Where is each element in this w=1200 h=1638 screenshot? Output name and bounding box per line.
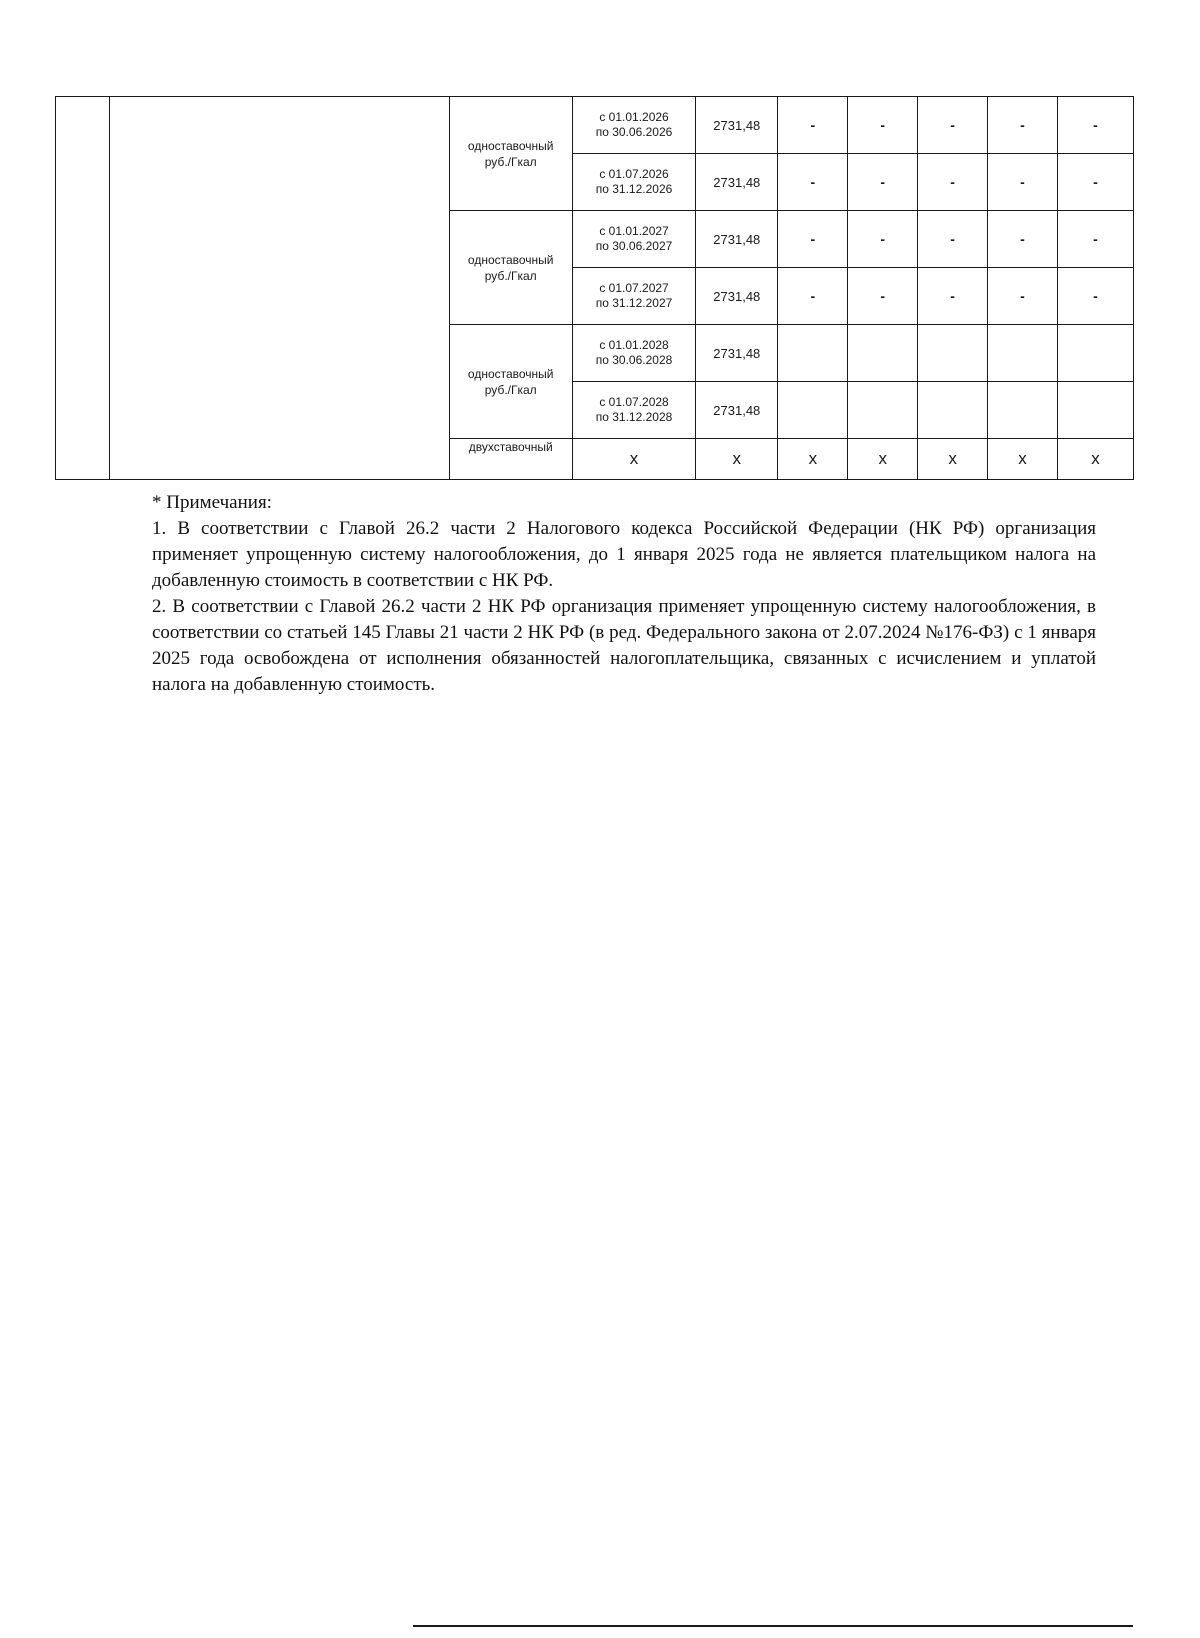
value-cell: - — [988, 97, 1058, 154]
period-from: с 01.07.2028 — [599, 395, 669, 409]
rate-type-label: одноставочный — [467, 138, 554, 153]
rate-type-cell — [449, 325, 572, 439]
value-cell — [1057, 382, 1133, 439]
tariff-table — [55, 96, 1134, 480]
rate-unit-label: руб./Гкал — [484, 382, 537, 397]
value-cell: - — [1057, 211, 1133, 268]
period-cell — [572, 154, 695, 211]
value-cell — [988, 382, 1058, 439]
value-cell: x — [696, 439, 778, 480]
note-item: 2. В соответствии с Главой 26.2 части 2 НК РФ организация применяет упрощенную систему налогообложения, в соответствии со статьей 145 Главы 21 части 2 НК РФ (в ред. Федерального закона от 2.07.2024 №176-ФЗ) с 1 января 2025 года освобождена от исполнения обязанностей налогоплательщика, связанных с исчислением и уплатой налога на добавленную стоимость. — [152, 596, 1096, 695]
value-cell — [918, 382, 988, 439]
period-to: по 30.06.2028 — [595, 353, 673, 367]
value-cell: x — [988, 439, 1058, 480]
value-cell: x — [778, 439, 848, 480]
value-cell — [848, 382, 918, 439]
period-from: с 01.01.2026 — [599, 110, 669, 124]
rate-type-cell — [449, 97, 572, 211]
period-to: по 30.06.2026 — [595, 125, 673, 139]
value-cell: - — [1057, 97, 1133, 154]
price-cell: 2731,48 — [696, 97, 778, 154]
rate-type-label: одноставочный — [467, 252, 554, 267]
price-cell: 2731,48 — [696, 382, 778, 439]
period-from: с 01.01.2028 — [599, 338, 669, 352]
footer-divider — [413, 1625, 1133, 1627]
value-cell — [988, 325, 1058, 382]
period-to: по 31.12.2028 — [595, 410, 673, 424]
period-cell — [572, 325, 695, 382]
rate-type-cell — [449, 211, 572, 325]
price-cell: 2731,48 — [696, 154, 778, 211]
value-cell: x — [572, 439, 695, 480]
value-cell: - — [918, 154, 988, 211]
value-cell — [1057, 325, 1133, 382]
period-from: с 01.01.2027 — [599, 224, 669, 238]
value-cell: - — [1057, 154, 1133, 211]
value-cell — [778, 382, 848, 439]
value-cell: x — [1057, 439, 1133, 480]
rate-type-cell — [449, 439, 572, 480]
organization-cell — [110, 97, 449, 480]
value-cell: - — [988, 211, 1058, 268]
period-cell — [572, 268, 695, 325]
period-to: по 31.12.2027 — [595, 296, 673, 310]
table-row — [56, 97, 1134, 154]
period-from: с 01.07.2027 — [599, 281, 669, 295]
period-cell — [572, 97, 695, 154]
value-cell: - — [918, 97, 988, 154]
rate-type-label: двухставочный — [468, 440, 553, 454]
value-cell: - — [918, 211, 988, 268]
rate-unit-label: руб./Гкал — [484, 154, 537, 169]
value-cell: - — [1057, 268, 1133, 325]
value-cell: - — [778, 268, 848, 325]
value-cell — [778, 325, 848, 382]
value-cell: - — [988, 268, 1058, 325]
note-item: 1. В соответствии с Главой 26.2 части 2 Налогового кодекса Российской Федерации (НК РФ) организация применяет упрощенную систему налогообложения, до 1 января 2025 года не является плательщиком налога на добавленную стоимость в соответствии с НК РФ. — [152, 518, 1096, 591]
period-to: по 30.06.2027 — [595, 239, 673, 253]
value-cell: - — [988, 154, 1058, 211]
notes-title: * Примечания: — [152, 492, 272, 513]
value-cell — [848, 325, 918, 382]
price-cell: 2731,48 — [696, 268, 778, 325]
value-cell: x — [918, 439, 988, 480]
value-cell: - — [848, 268, 918, 325]
price-cell: 2731,48 — [696, 211, 778, 268]
period-to: по 31.12.2026 — [595, 182, 673, 196]
price-cell: 2731,48 — [696, 325, 778, 382]
period-cell — [572, 211, 695, 268]
notes-section — [152, 490, 1096, 698]
value-cell: - — [778, 154, 848, 211]
period-cell — [572, 382, 695, 439]
value-cell: - — [778, 211, 848, 268]
value-cell: - — [918, 268, 988, 325]
period-from: с 01.07.2026 — [599, 167, 669, 181]
value-cell: - — [848, 97, 918, 154]
row-number-cell — [56, 97, 110, 480]
value-cell: x — [848, 439, 918, 480]
value-cell: - — [848, 154, 918, 211]
value-cell: - — [848, 211, 918, 268]
rate-unit-label: руб./Гкал — [484, 268, 537, 283]
rate-type-label: одноставочный — [467, 366, 554, 381]
value-cell: - — [778, 97, 848, 154]
value-cell — [918, 325, 988, 382]
